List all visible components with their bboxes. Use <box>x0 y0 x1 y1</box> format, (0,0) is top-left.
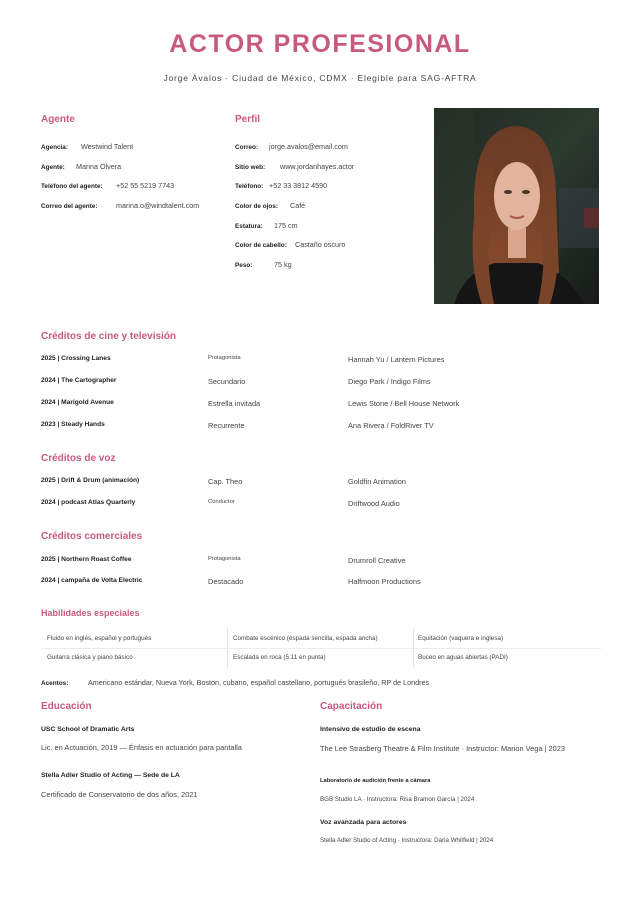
training-detail: Stella Adler Studio of Acting · Instructora: Daria Whitfield | 2024 <box>320 837 494 844</box>
agent-heading: Agente <box>41 114 75 125</box>
page-title: ACTOR PROFESIONAL <box>169 30 471 58</box>
accents-field: Acentos: Americano estándar, Nueva York, Boston, cubano, español castellano, portugués brasileño, RP de Londres <box>41 678 430 687</box>
credit-row: 2025 | Northern Roast Coffee Protagonista Drumroll Creative <box>41 556 406 565</box>
skill-item: Equitación (vaquera e inglesa) <box>418 635 504 642</box>
voice-heading: Créditos de voz <box>41 453 116 464</box>
skill-item: Guitarra clásica y piano básico <box>47 654 133 661</box>
education-institution: USC School of Dramatic Arts <box>41 726 135 733</box>
commercial-heading: Créditos comerciales <box>41 531 143 542</box>
skill-item: Fluido en inglés, español y portugués <box>47 635 152 642</box>
headshot-photo <box>434 108 599 304</box>
education-detail: Lic. en Actuación, 2019 — Énfasis en actuación para pantalla <box>41 743 242 752</box>
credit-row: 2024 | Marigold Avenue Estrella invitada Lewis Stone / Bell House Network <box>41 399 460 408</box>
education-detail: Certificado de Conservatorio de dos años, 2021 <box>41 790 198 799</box>
agent-field: Agente: Marina Olvera <box>41 162 122 171</box>
profile-field: Teléfono: +52 33 3812 4590 <box>235 181 328 190</box>
profile-field: Estatura: 175 cm <box>235 221 298 230</box>
credit-row: 2025 | Drift & Drum (animación) Cap. Theo Goldfin Animation <box>41 477 406 486</box>
training-course: Intensivo de estudio de escena <box>320 726 421 733</box>
skills-divider <box>41 648 601 649</box>
profile-field: Color de ojos: Café <box>235 201 306 210</box>
training-course: Voz avanzada para actores <box>320 819 407 826</box>
training-detail: The Lee Strasberg Theatre & Film Institute · Instructor: Marion Vega | 2023 <box>320 744 565 753</box>
page-subtitle: Jorge Ávalos · Ciudad de México, CDMX · Elegible para SAG-AFTRA <box>163 73 477 83</box>
training-heading: Capacitación <box>320 701 383 712</box>
skills-heading: Habilidades especiales <box>41 608 140 618</box>
profile-field: Peso: 75 kg <box>235 260 292 269</box>
skill-item: Combate escénico (espada sencilla, espada ancha) <box>233 635 378 642</box>
agent-field: Agencia: Westwind Talent <box>41 142 134 151</box>
agent-field: Teléfono del agente: +52 55 5219 7743 <box>41 181 175 190</box>
credit-row: 2024 | podcast Atlas Quarterly Conductor Driftwood Audio <box>41 499 400 508</box>
profile-field: Color de cabello: Castaño oscuro <box>235 240 346 249</box>
profile-field: Correo: jorge.avalos@email.com <box>235 142 348 151</box>
profile-heading: Perfil <box>235 114 261 125</box>
credit-row: 2024 | campaña de Volta Electric Destacado Halfmoon Productions <box>41 577 421 586</box>
credit-row: 2023 | Steady Hands Recurrente Ana Rivera / FoldRiver TV <box>41 421 434 430</box>
education-institution: Stella Adler Studio of Acting — Sede de LA <box>41 772 180 779</box>
skill-item: Buceo en aguas abiertas (PADI) <box>418 654 508 661</box>
skill-item: Escalada en roca (5.11 en punta) <box>233 654 326 661</box>
agent-field: Correo del agente: marina.o@windtalent.com <box>41 201 200 210</box>
credit-row: 2025 | Crossing Lanes Protagonista Hannah Yu / Lantern Pictures <box>41 355 445 364</box>
training-course: Laboratorio de audición frente a cámara <box>320 778 431 784</box>
film-tv-heading: Créditos de cine y televisión <box>41 331 177 342</box>
credit-row: 2024 | The Cartographer Secundario Diego Park / Indigo Films <box>41 377 431 386</box>
training-detail: BGB Studio LA · Instructora: Risa Bramon García | 2024 <box>320 796 475 803</box>
profile-field: Sitio web: www.jordanhayes.actor <box>235 162 355 171</box>
education-heading: Educación <box>41 701 92 712</box>
